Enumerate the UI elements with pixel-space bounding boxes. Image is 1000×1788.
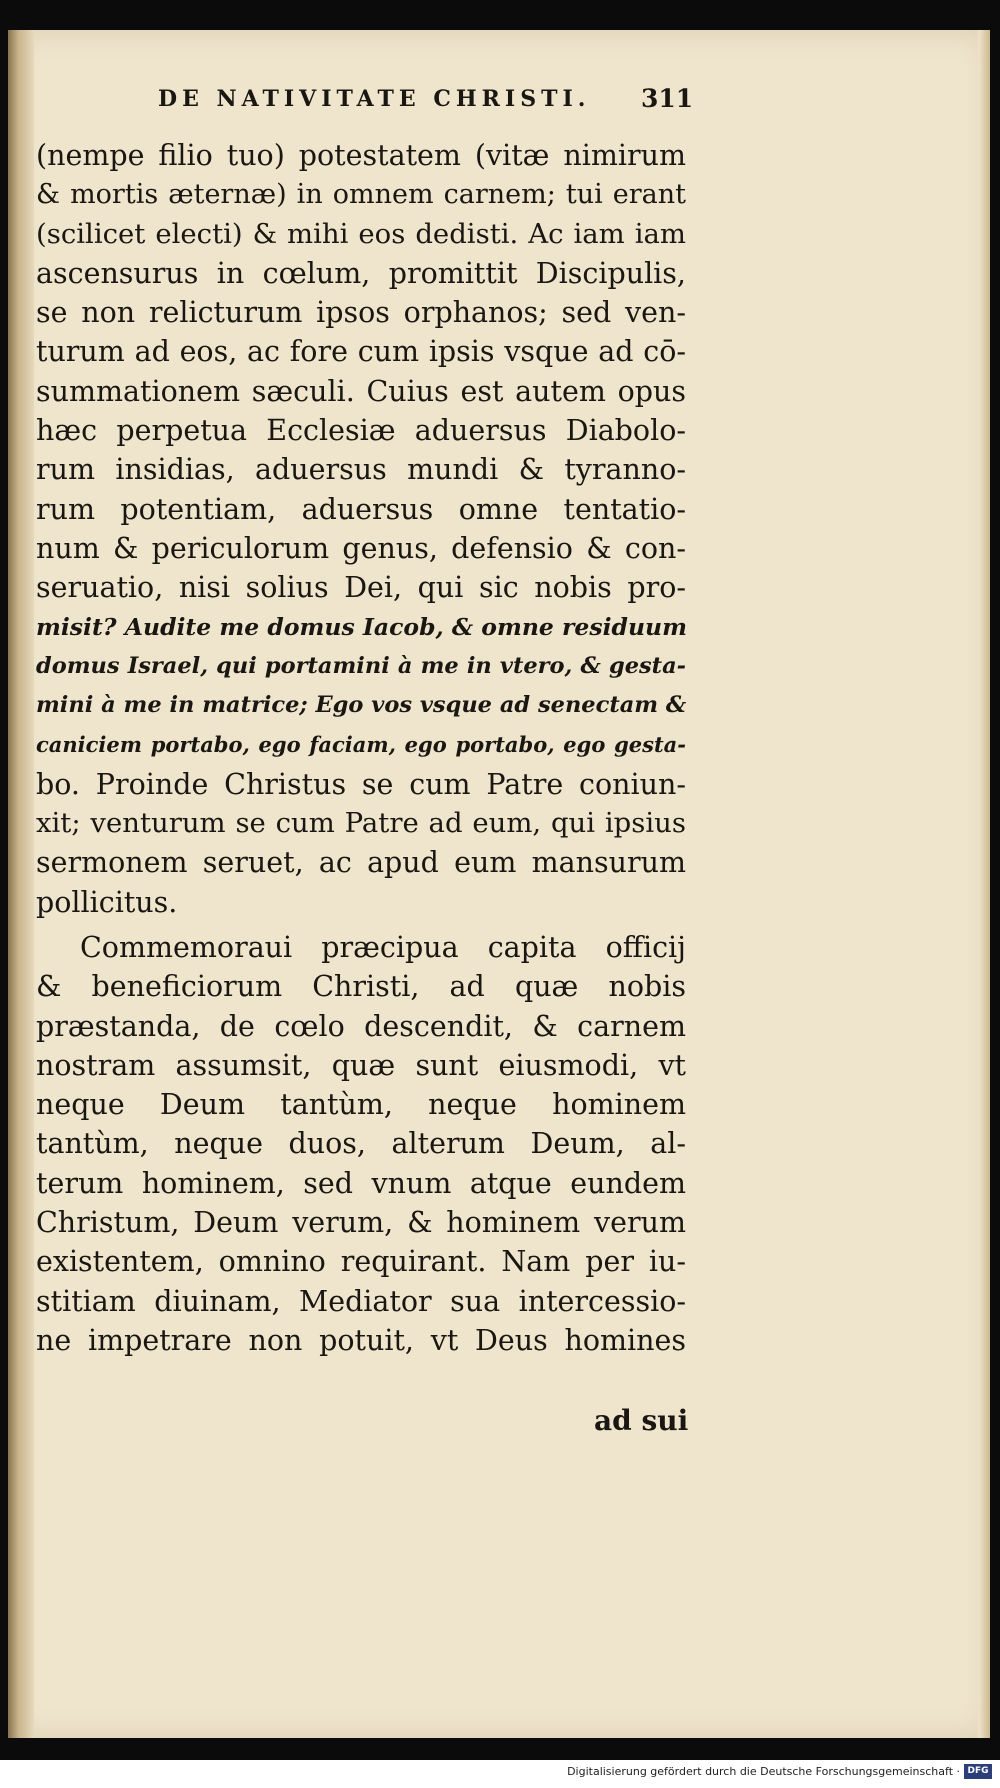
text-line: rum insidias, aduersus mundi & tyranno- [36, 453, 686, 487]
page-edge [978, 30, 990, 1738]
body-text [36, 136, 686, 1360]
text-line: (scilicet electi) & mihi eos dedisti. Ac iam iam [36, 217, 686, 250]
text-line: hæc perpetua Ecclesiæ aduersus Diabolo- [36, 414, 686, 448]
catchword: ad sui [594, 1404, 689, 1437]
text-line: turum ad eos, ac fore cum ipsis vsque ad cō- [36, 335, 686, 369]
text-line-italic: misit? Audite me domus Iacob, & omne residuum [36, 612, 688, 641]
running-head: DE NATIVITATE CHRISTI. [158, 86, 591, 112]
text-line-italic: domus Israel, qui portamini à me in vtero, & gesta- [36, 652, 686, 679]
dfg-logo-icon: DFG [964, 1764, 992, 1779]
text-line: rum potentiam, aduersus omne tentatio- [36, 492, 686, 526]
text-line: tantùm, neque duos, alterum Deum, al- [36, 1127, 686, 1161]
text-line: neque Deum tantùm, neque hominem [36, 1088, 686, 1122]
page-gutter-shadow [8, 30, 34, 1738]
text-line: num & periculorum genus, defensio & con- [36, 531, 686, 565]
text-line: Christum, Deum verum, & hominem verum [36, 1206, 686, 1240]
text-line: nostram assumsit, quæ sunt eiusmodi, vt [36, 1048, 686, 1082]
text-line: ne impetrare non potuit, vt Deus homines [36, 1323, 686, 1357]
text-line: pollicitus. [36, 885, 178, 919]
text-line: bo. Proinde Christus se cum Patre coniun- [36, 767, 686, 801]
page-number: 311 [641, 84, 694, 113]
text-line: stitiam diuinam, Mediator sua intercessio- [36, 1284, 686, 1318]
text-line: terum hominem, sed vnum atque eundem [36, 1166, 686, 1200]
text-line: & mortis æternæ) in omnem carnem; tui erant [36, 179, 686, 211]
text-line: xit; venturum se cum Patre ad eum, qui ipsius [36, 807, 686, 840]
book-page [8, 30, 990, 1738]
funding-credit: Digitalisierung gefördert durch die Deutsche Forschungsgemeinschaft · [567, 1765, 960, 1778]
text-line: se non relicturum ipsos orphanos; sed ven- [36, 296, 686, 330]
text-line: summationem sæculi. Cuius est autem opus [36, 374, 686, 408]
text-line: seruatio, nisi solius Dei, qui sic nobis pro- [36, 571, 686, 605]
text-line: sermonem seruet, ac apud eum mansurum [36, 846, 686, 880]
text-line-italic: mini à me in matrice; Ego vos vsque ad senectam & [36, 692, 687, 719]
text-line: Commemoraui præcipua capita officij [80, 930, 686, 964]
text-line-italic: caniciem portabo, ego faciam, ego portabo, ego gesta- [36, 732, 686, 758]
text-line: præstanda, de cœlo descendit, & carnem [36, 1009, 686, 1043]
text-line: existentem, omnino requirant. Nam per iu- [36, 1245, 686, 1279]
text-line: (nempe filio tuo) potestatem (vitæ nimirum [36, 139, 686, 172]
text-line: ascensurus in cœlum, promittit Discipulis, [36, 256, 686, 290]
text-line: & beneficiorum Christi, ad quæ nobis [36, 970, 686, 1004]
